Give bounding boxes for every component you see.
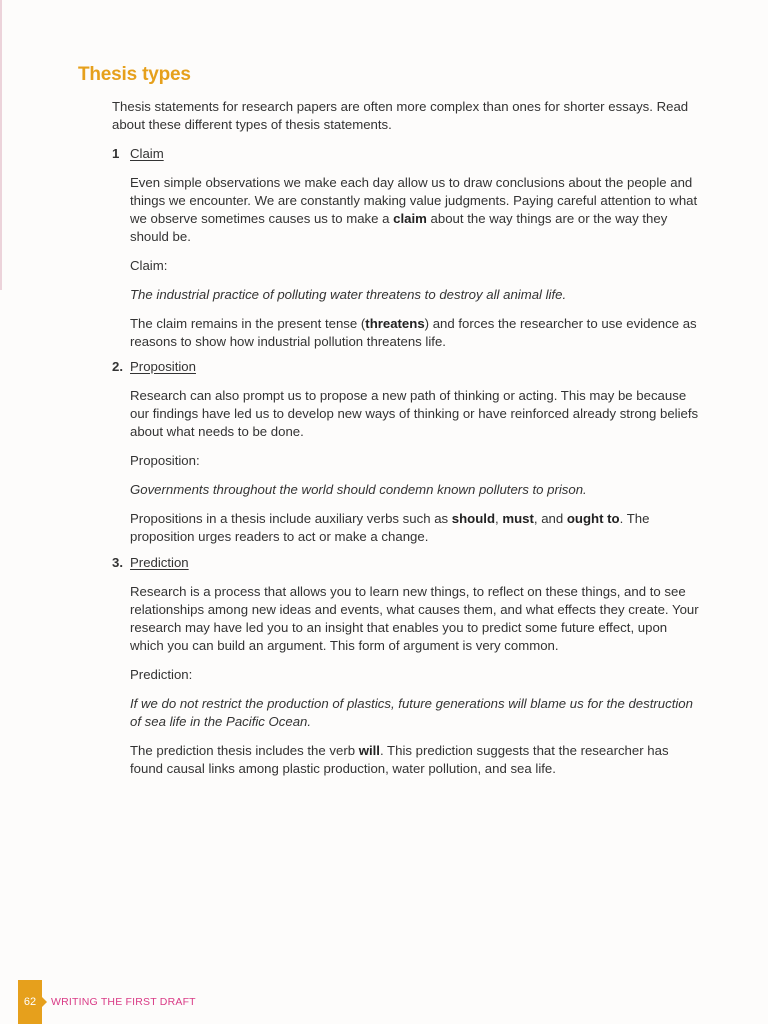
section-paragraph: Research is a process that allows you to learn new things, to reflect on these things, and to see relationships among new ideas and events, what causes them, and what effects they create. Your research may have led you to an insight that enables you to predict some future effect, upon which you can build an argument. This form of argument is very common. bbox=[130, 584, 699, 653]
page-footer bbox=[18, 980, 196, 1024]
section-heading bbox=[112, 358, 702, 376]
section-number: 1 bbox=[112, 146, 120, 161]
example-label: Claim: bbox=[130, 258, 168, 273]
section-heading bbox=[112, 145, 702, 163]
intro-text: Thesis statements for research papers are often more complex than ones for shorter essays. Read about these different types of thesis statements. bbox=[112, 99, 689, 132]
example-text: Governments throughout the world should condemn known polluters to prison. bbox=[130, 482, 587, 497]
section-proposition bbox=[112, 358, 702, 546]
section-heading bbox=[112, 554, 702, 572]
arrow-right-icon bbox=[42, 997, 47, 1007]
example-label: Proposition: bbox=[130, 453, 200, 468]
section-note: Propositions in a thesis include auxiliary verbs such as should, must, and ought to. The proposition urges readers to act or make a change. bbox=[130, 511, 650, 544]
section-claim bbox=[112, 145, 702, 351]
section-paragraph: Even simple observations we make each day allow us to draw conclusions about the people and things we encounter. We are constantly making value judgments. Paying careful attention to what we observe sometimes causes us to make a claim about the way things are or the way they should be. bbox=[130, 175, 698, 244]
section-body bbox=[130, 583, 702, 778]
section-title: Prediction bbox=[130, 555, 189, 570]
page-number: 62 bbox=[18, 980, 42, 1024]
page-edge-line bbox=[0, 0, 2, 290]
section-note: The claim remains in the present tense (threatens) and forces the researcher to use evidence as reasons to show how industrial pollution threatens life. bbox=[130, 316, 697, 349]
example-label: Prediction: bbox=[130, 667, 193, 682]
section-prediction bbox=[112, 554, 702, 778]
section-title: Proposition bbox=[130, 359, 196, 374]
footer-section-title: WRITING THE FIRST DRAFT bbox=[51, 996, 196, 1008]
section-number: 3. bbox=[112, 555, 123, 570]
section-body bbox=[130, 174, 702, 351]
section-number: 2. bbox=[112, 359, 123, 374]
example-text: The industrial practice of polluting water threatens to destroy all animal life. bbox=[130, 287, 567, 302]
intro-paragraph bbox=[112, 98, 702, 134]
section-paragraph: Research can also prompt us to propose a new path of thinking or acting. This may be because our findings have led us to develop new ways of thinking or have reinforced already strong beliefs about what needs to be done. bbox=[130, 388, 699, 439]
page-heading: Thesis types bbox=[78, 64, 191, 85]
section-body bbox=[130, 387, 702, 546]
section-title: Claim bbox=[130, 146, 164, 161]
section-note: The prediction thesis includes the verb will. This prediction suggests that the researcher has found causal links among plastic production, water pollution, and sea life. bbox=[130, 743, 669, 776]
example-text: If we do not restrict the production of plastics, future generations will blame us for the destruction of sea life in the Pacific Ocean. bbox=[130, 696, 693, 729]
